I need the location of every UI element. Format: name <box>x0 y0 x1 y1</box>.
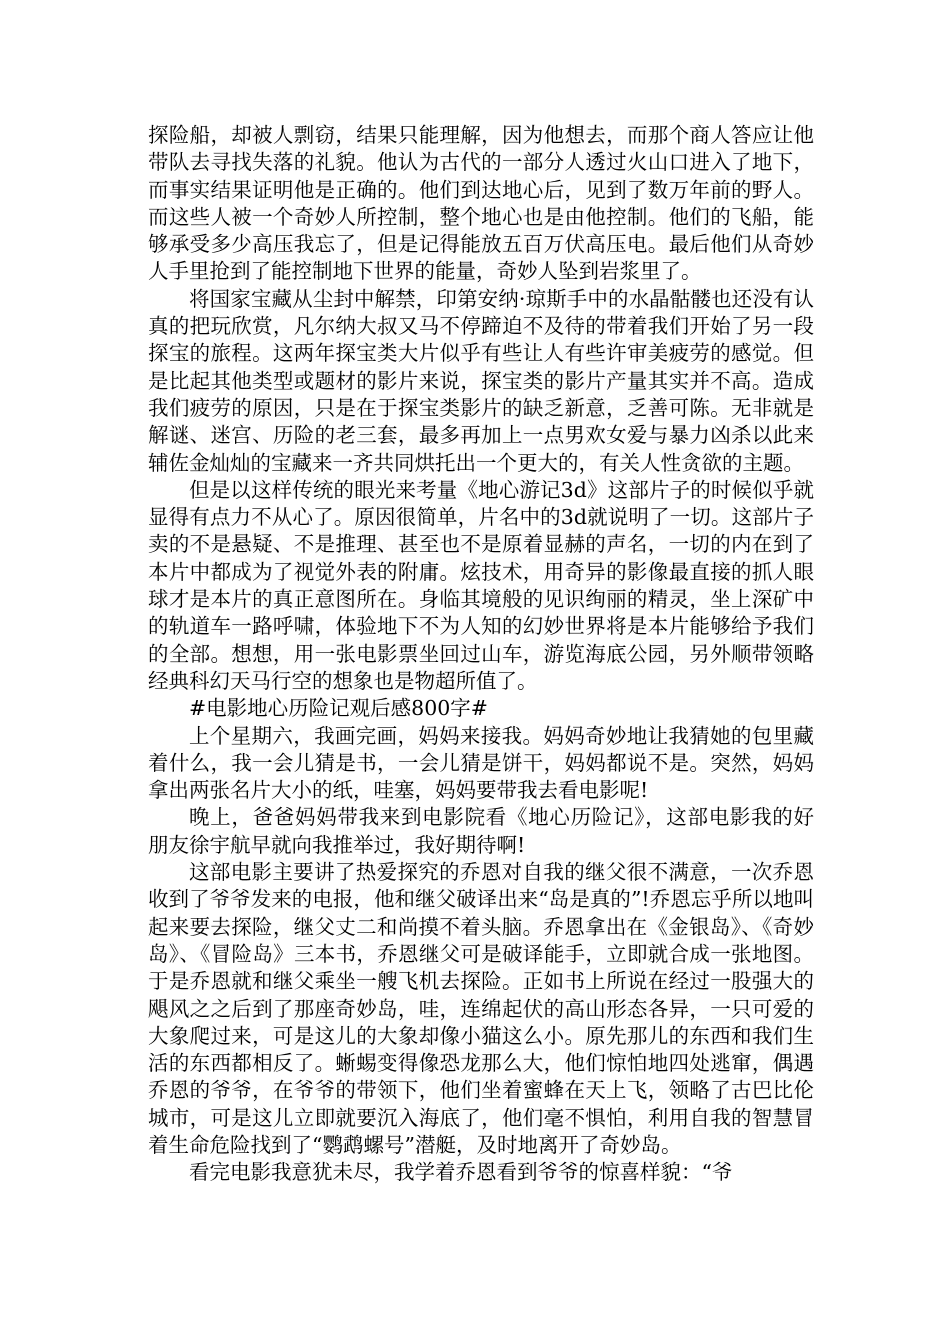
paragraph-5: 上个星期六，我画完画，妈妈来接我。妈妈奇妙地让我猜她的包里藏着什么，我一会儿猜是书，一会儿猜是饼干，妈妈都说不是。突然，妈妈拿出两张名片大小的纸，哇塞，妈妈要带我去看电影呢! <box>148 723 814 803</box>
section-heading: #电影地心历险记观后感800字# <box>189 696 488 721</box>
paragraph-7: 这部电影主要讲了热爱探究的乔恩对自我的继父很不满意，一次乔恩收到了爷爷发来的电报，他和继父破译出来“岛是真的”!乔恩忘乎所以地叫起来要去探险，继父丈二和尚摸不着头脑。乔恩拿出在《金银岛》、《奇妙岛》、《冒险岛》三本书，乔恩继父可是破译能手，立即就合成一张地图。于是乔恩就和继父乘坐一艘飞机去探险。正如书上所说在经过一股强大的飓风之之后到了那座奇妙岛，哇，连绵起伏的高山形态各异，一只可爱的大象爬过来，可是这儿的大象却像小猫这么小。原先那儿的东西和我们生活的东西都相反了。蜥蜴变得像恐龙那么大，他们惊怕地四处逃窜，偶遇乔恩的爷爷，在爷爷的带领下，他们坐着蜜蜂在天上飞，领略了古巴比伦城市，可是这儿立即就要沉入海底了，他们毫不惧怕，利用自我的智慧冒着生命危险找到了“鹦鹉螺号”潜艇，及时地离开了奇妙岛。 <box>148 860 814 1157</box>
paragraph-2: 将国家宝藏从尘封中解禁，印第安纳·琼斯手中的水晶骷髅也还没有认真的把玩欣赏，凡尔纳大叔又马不停蹄迫不及待的带着我们开始了另一段探宝的旅程。这两年探宝类大片似乎有些让人有些许审美疲劳的感觉。但是比起其他类型或题材的影片来说，探宝类的影片产量其实并不高。造成我们疲劳的原因，只是在于探宝类影片的缺乏新意，乏善可陈。无非就是解谜、迷宫、历险的老三套，最多再加上一点男欢女爱与暴力凶杀以此来辅佐金灿灿的宝藏来一齐共同烘托出一个更大的，有关人性贪欲的主题。 <box>148 286 814 475</box>
paragraph-8: 看完电影我意犹未尽，我学着乔恩看到爷爷的惊喜样貌：“爷 <box>189 1160 733 1185</box>
article-body <box>148 122 814 1187</box>
paragraph-6: 晚上，爸爸妈妈带我来到电影院看《地心历险记》，这部电影我的好朋友徐宇航早就向我推举过，我好期待啊! <box>148 805 814 857</box>
paragraph-3: 但是以这样传统的眼光来考量《地心游记3d》这部片子的时候似乎就显得有点力不从心了。原因很简单，片名中的3d就说明了一切。这部片子卖的不是悬疑、不是推理、甚至也不是原着显赫的声名，一切的内在到了本片中都成为了视觉外表的附庸。炫技术，用奇异的影像最直接的抓人眼球才是本片的真正意图所在。身临其境般的见识绚丽的精灵，坐上深矿中的轨道车一路呼啸，体验地下不为人知的幻妙世界将是本片能够给予我们的全部。想想，用一张电影票坐回过山车，游览海底公园，另外顺带领略经典科幻天马行空的想象也是物超所值了。 <box>148 477 814 693</box>
paragraph-1: 探险船，却被人剽窃，结果只能理解，因为他想去，而那个商人答应让他带队去寻找失落的礼貌。他认为古代的一部分人透过火山口进入了地下，而事实结果证明他是正确的。他们到达地心后，见到了数万年前的野人。而这些人被一个奇妙人所控制，整个地心也是由他控制。他们的飞船，能够承受多少高压我忘了，但是记得能放五百万伏高压电。最后他们从奇妙人手里抢到了能控制地下世界的能量，奇妙人坠到岩浆里了。 <box>148 123 814 284</box>
